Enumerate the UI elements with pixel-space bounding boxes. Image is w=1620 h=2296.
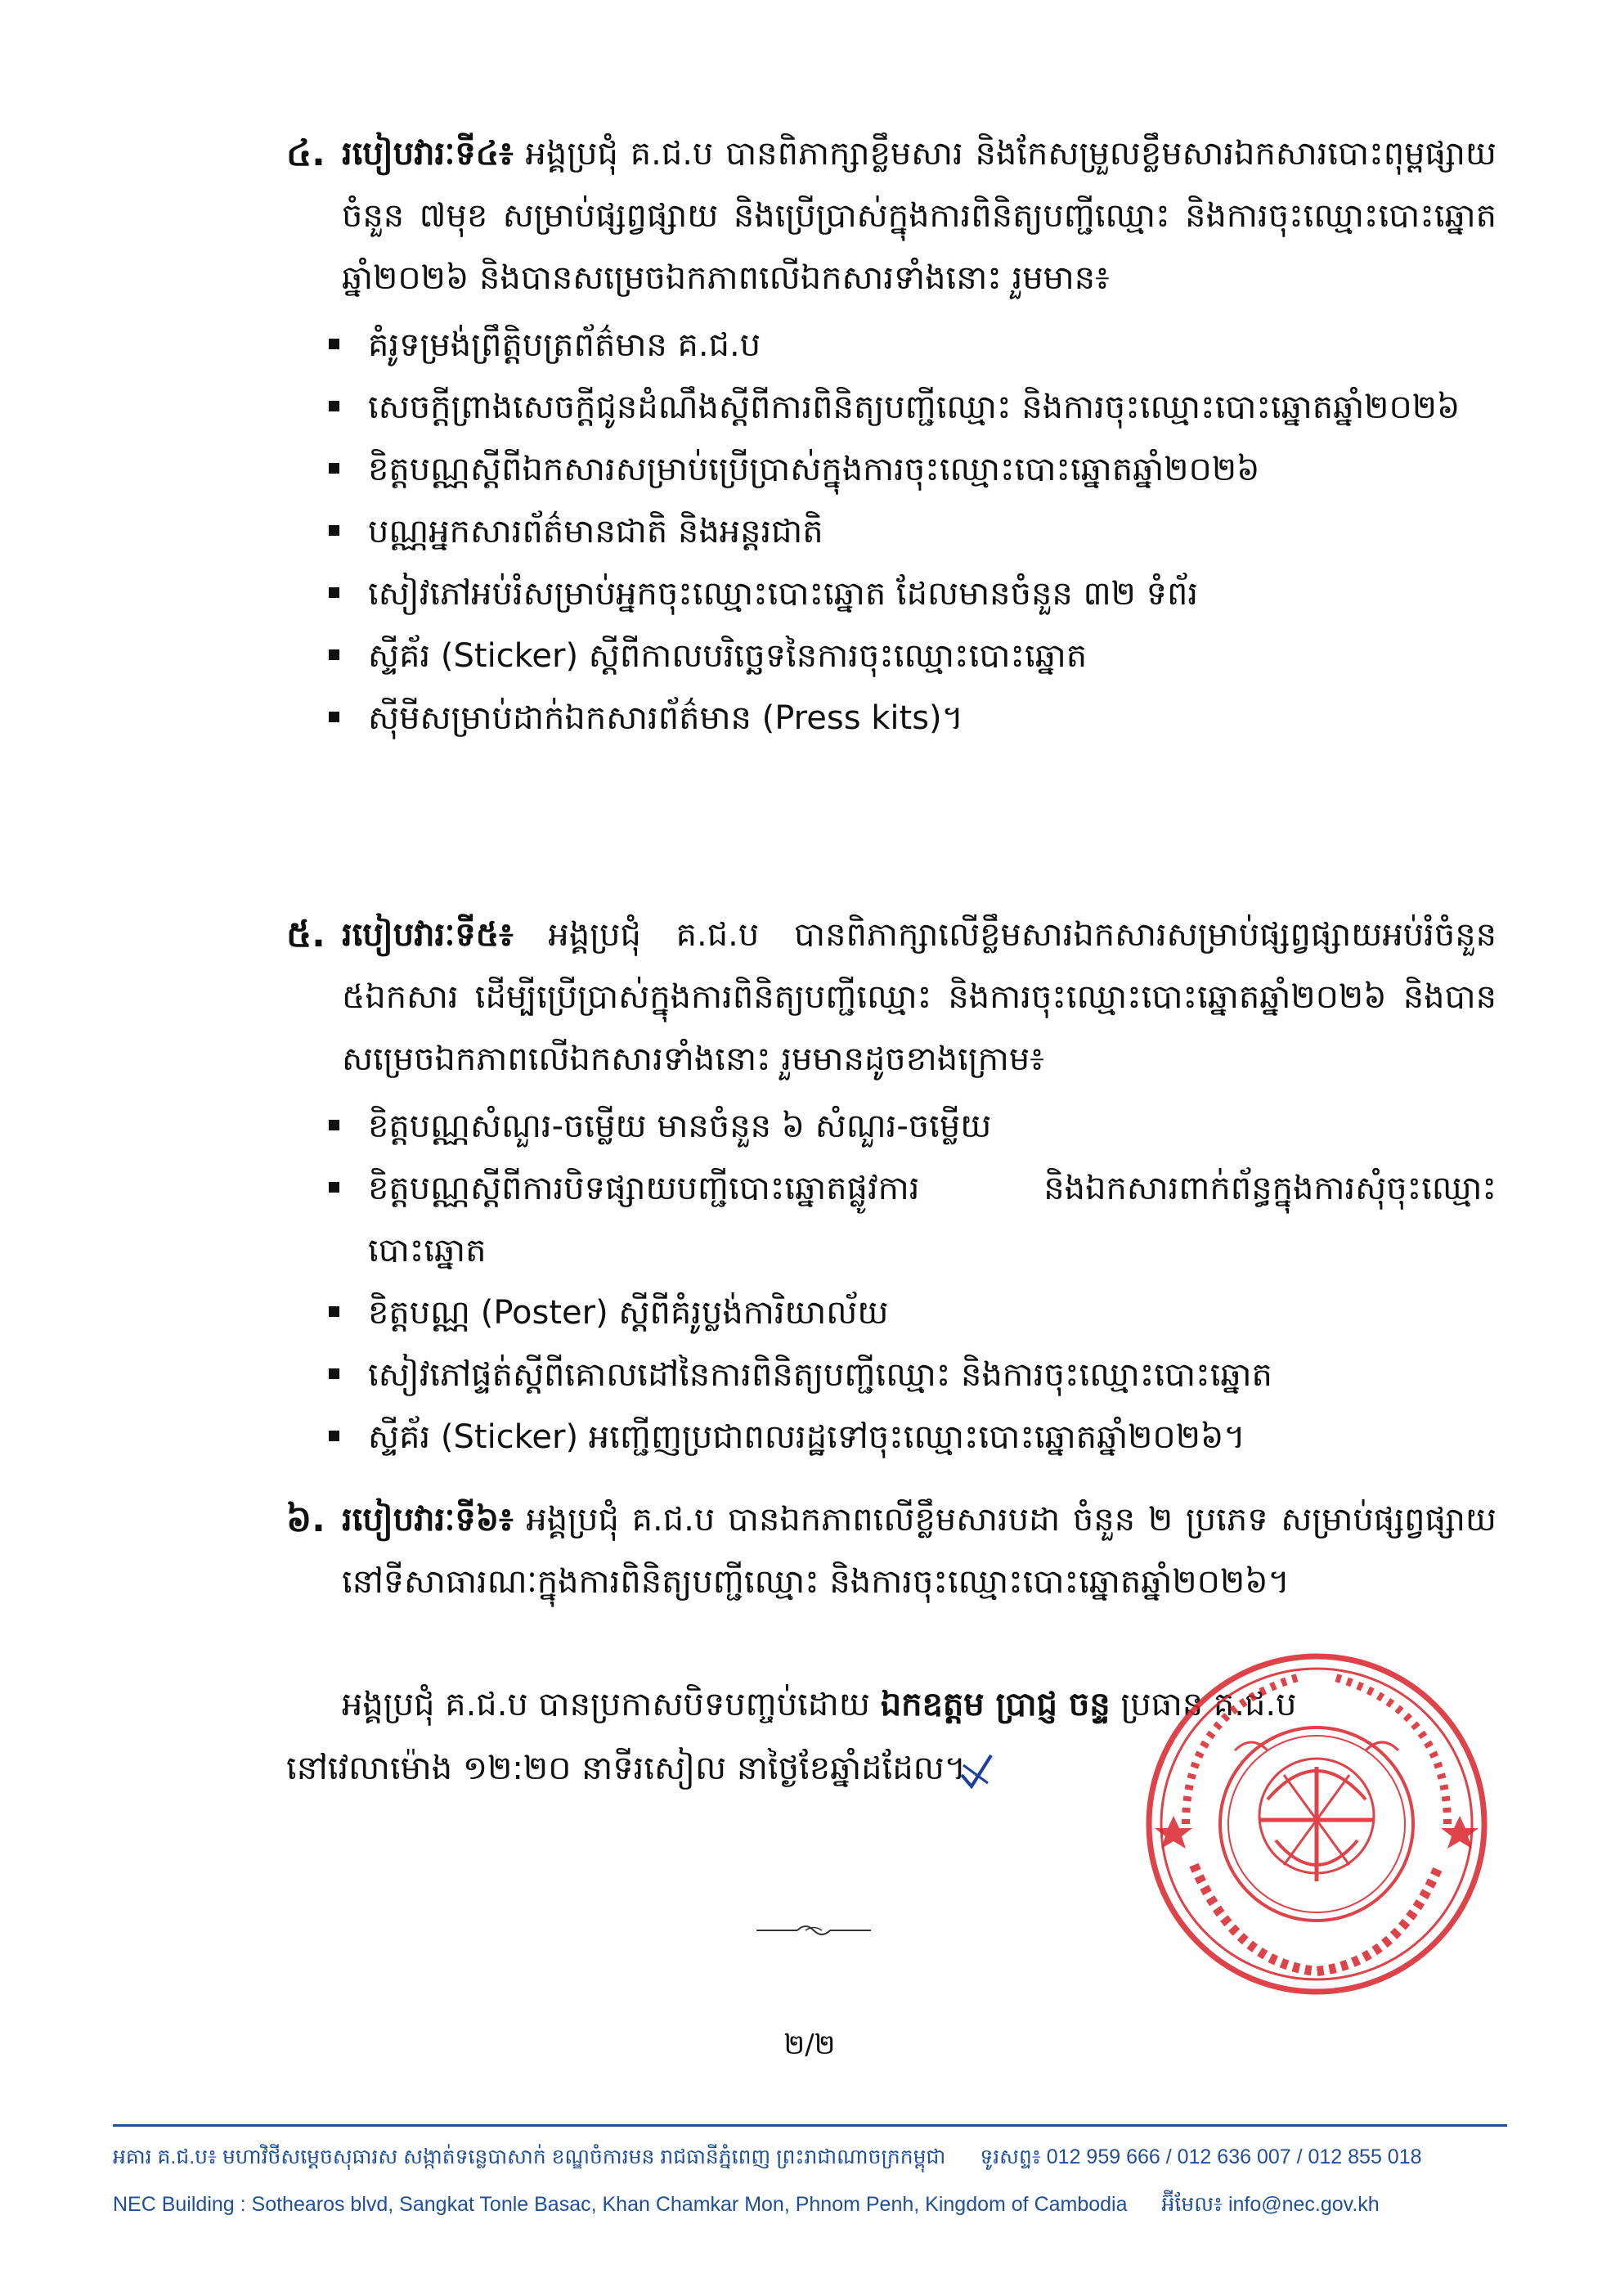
handwritten-mark-icon xyxy=(955,1750,996,1791)
closing-line-2: នៅវេលាម៉ោង ១២:២០ នាទីរសៀល នាថ្ងៃខែឆ្នាំដដែល។ xyxy=(286,1750,967,1787)
list-item-text: ស្ទីគ័រ (Sticker) អញ្ជើញប្រជាពលរដ្ឋទៅចុះឈ្មោះបោះឆ្នោតឆ្នាំ២០២៦។ xyxy=(368,1418,1245,1456)
item-text: អង្គប្រជុំ គ.ជ.ប បានឯកភាពលើខ្លឹមសារបដា ចំនួន ២ ប្រភេទ សម្រាប់ផ្សព្វផ្សាយនៅទីសាធារណៈក្នុងការពិនិត្យបញ្ជីឈ្មោះ និងការចុះឈ្មោះបោះឆ្នោតឆ្នាំ២០២៦។ xyxy=(342,1501,1497,1601)
list-item xyxy=(325,1344,1497,1406)
list-item xyxy=(325,1157,1497,1282)
footer-address-line xyxy=(113,2145,1507,2174)
list-item-text: សៀវភៅផ្ទត់ស្តីពីគោលដៅនៃការពិនិត្យបញ្ជីឈ្មោះ និងការចុះឈ្មោះបោះឆ្នោត xyxy=(368,1356,1272,1394)
square-bullet-icon xyxy=(329,712,339,722)
list-item xyxy=(325,687,1497,749)
agenda-item-4 xyxy=(286,123,1497,749)
item-paragraph xyxy=(342,1489,1497,1613)
square-bullet-icon xyxy=(329,1368,339,1379)
footer-phones: 012 959 666 / 012 636 007 / 012 855 018 xyxy=(1046,2145,1422,2168)
item-heading: របៀបវារៈទី៥៖ xyxy=(342,916,514,954)
closing-text: អង្គប្រជុំ គ.ជ.ប បានប្រកាសបិទបញ្ចប់ដោយ xyxy=(342,1686,881,1723)
list-item-text: គំរូទម្រង់ព្រឹត្តិបត្រព័ត៌មាន គ.ជ.ប xyxy=(368,326,761,364)
item-number: ៤. xyxy=(286,133,325,174)
list-item xyxy=(325,625,1497,687)
list-item-text: ខិត្តបណ្ណស្តីពីឯកសារសម្រាប់ប្រើប្រាស់ក្នុងការចុះឈ្មោះបោះឆ្នោតឆ្នាំ២០២៦ xyxy=(368,451,1260,488)
square-bullet-icon xyxy=(329,463,339,474)
square-bullet-icon xyxy=(329,1120,339,1130)
list-item xyxy=(325,1406,1497,1468)
list-item xyxy=(325,1095,1497,1157)
item-text: អង្គប្រជុំ គ.ជ.ប បានពិភាក្សាលើខ្លឹមសារឯកសារសម្រាប់ផ្សព្វផ្សាយអប់រំចំនួន ៥ឯកសារ ដើម្បីប្រើប្រាស់ក្នុងការពិនិត្យបញ្ជីឈ្មោះ និងការចុះឈ្មោះបោះឆ្នោតឆ្នាំ២០២៦ និងបានសម្រេចឯកភាពលើឯកសារទាំងនោះ រួមមានដូចខាងក្រោម៖ xyxy=(342,916,1497,1078)
chair-name: ឯកឧត្តម ប្រាជ្ញ ចន្ទ xyxy=(880,1686,1111,1723)
official-seal-icon xyxy=(1137,1644,1497,2004)
footer-email: info@nec.gov.kh xyxy=(1227,2193,1380,2216)
item-text: អង្គប្រជុំ គ.ជ.ប បានពិភាក្សាខ្លឹមសារ និងកែសម្រួលខ្លឹមសារឯកសារបោះពុម្ពផ្សាយចំនួន ៧មុខ សម្រាប់ផ្សព្វផ្សាយ និងប្រើប្រាស់ក្នុងការពិនិត្យបញ្ជីឈ្មោះ និងការចុះឈ្មោះបោះឆ្នោតឆ្នាំ២០២៦ និងបានសម្រេចឯកភាពលើឯកសារទាំងនោះ រួមមាន៖ xyxy=(342,135,1497,297)
list-item-text: ខិត្តបណ្ណ (Poster) ស្តីពីគំរូប្លង់ការិយាល័យ xyxy=(368,1294,889,1332)
list-item-text: ខិត្តបណ្ណស្តីពីការបិទផ្សាយបញ្ជីបោះឆ្នោតផ្លូវការ និងឯកសារពាក់ព័ន្ធក្នុងការសុំចុះឈ្មោះបោះឆ្នោត xyxy=(368,1170,1497,1269)
square-bullet-icon xyxy=(329,525,339,536)
list-item-text: ស៊ីមីសម្រាប់ដាក់ឯកសារព័ត៌មាន (Press kits)។ xyxy=(368,699,964,737)
square-bullet-icon xyxy=(329,401,339,411)
list-item-text: ស្ទីគ័រ (Sticker) ស្តីពីកាលបរិច្ឆេទនៃការចុះឈ្មោះបោះឆ្នោត xyxy=(368,637,1088,675)
footer-email-label: អ៊ីមែល៖ xyxy=(1161,2193,1223,2216)
square-bullet-icon xyxy=(329,1182,339,1193)
agenda-item-5 xyxy=(286,904,1497,1468)
item-heading: របៀបវារៈទី៤៖ xyxy=(342,135,514,173)
footer-address-line xyxy=(113,2192,1507,2222)
item-heading: របៀបវារៈទី៦៖ xyxy=(342,1501,514,1539)
bullet-list xyxy=(325,314,1497,749)
footer-phone-label: ទូរសព្ទ៖ xyxy=(980,2145,1041,2168)
list-item xyxy=(325,501,1497,563)
page-number: ២/២ xyxy=(783,2029,836,2061)
square-bullet-icon xyxy=(329,587,339,598)
item-number: ៥. xyxy=(286,914,325,955)
square-bullet-icon xyxy=(329,339,339,349)
square-bullet-icon xyxy=(329,1431,339,1441)
list-item xyxy=(325,314,1497,376)
list-item xyxy=(325,563,1497,625)
list-item-text: សៀវភៅអប់រំសម្រាប់អ្នកចុះឈ្មោះបោះឆ្នោត ដែលមានចំនួន ៣២ ទំព័រ xyxy=(368,575,1199,613)
list-item-text: បណ្ណអ្នកសារព័ត៌មានជាតិ និងអន្តរជាតិ xyxy=(368,513,823,550)
list-item xyxy=(325,376,1497,438)
footer-divider xyxy=(113,2124,1507,2127)
list-item-text: ខិត្តបណ្ណសំណួរ-ចម្លើយ មានចំនួន ៦ សំណួរ-ចម្លើយ xyxy=(368,1108,992,1145)
ornament-divider-icon xyxy=(756,1918,871,1943)
list-item xyxy=(325,438,1497,501)
item-paragraph xyxy=(342,904,1497,1090)
item-paragraph xyxy=(342,123,1497,309)
list-item xyxy=(325,1282,1497,1344)
item-number: ៦. xyxy=(286,1498,325,1540)
closing-text: ប្រធាន គ.ជ.ប xyxy=(1110,1686,1297,1723)
bullet-list xyxy=(325,1095,1497,1468)
footer-address-en: NEC Building : Sothearos blvd, Sangkat Tonle Basac, Khan Chamkar Mon, Phnom Penh, Kingdom of Cambodia xyxy=(113,2193,1128,2216)
list-item-text: សេចក្តីព្រាងសេចក្តីជូនដំណឹងស្តីពីការពិនិត្យបញ្ជីឈ្មោះ និងការចុះឈ្មោះបោះឆ្នោតឆ្នាំ២០២៦ xyxy=(368,389,1461,426)
footer-address-kh: អគារ គ.ជ.ប៖ មហាវិថីសម្តេចសុធារស សង្កាត់ទន្លេបាសាក់ ខណ្ឌចំការមន រាជធានីភ្នំពេញ ព្រះរាជាណាចក្រកម្ពុជា xyxy=(113,2145,946,2168)
agenda-item-6 xyxy=(286,1489,1497,1613)
square-bullet-icon xyxy=(329,649,339,660)
square-bullet-icon xyxy=(329,1306,339,1317)
